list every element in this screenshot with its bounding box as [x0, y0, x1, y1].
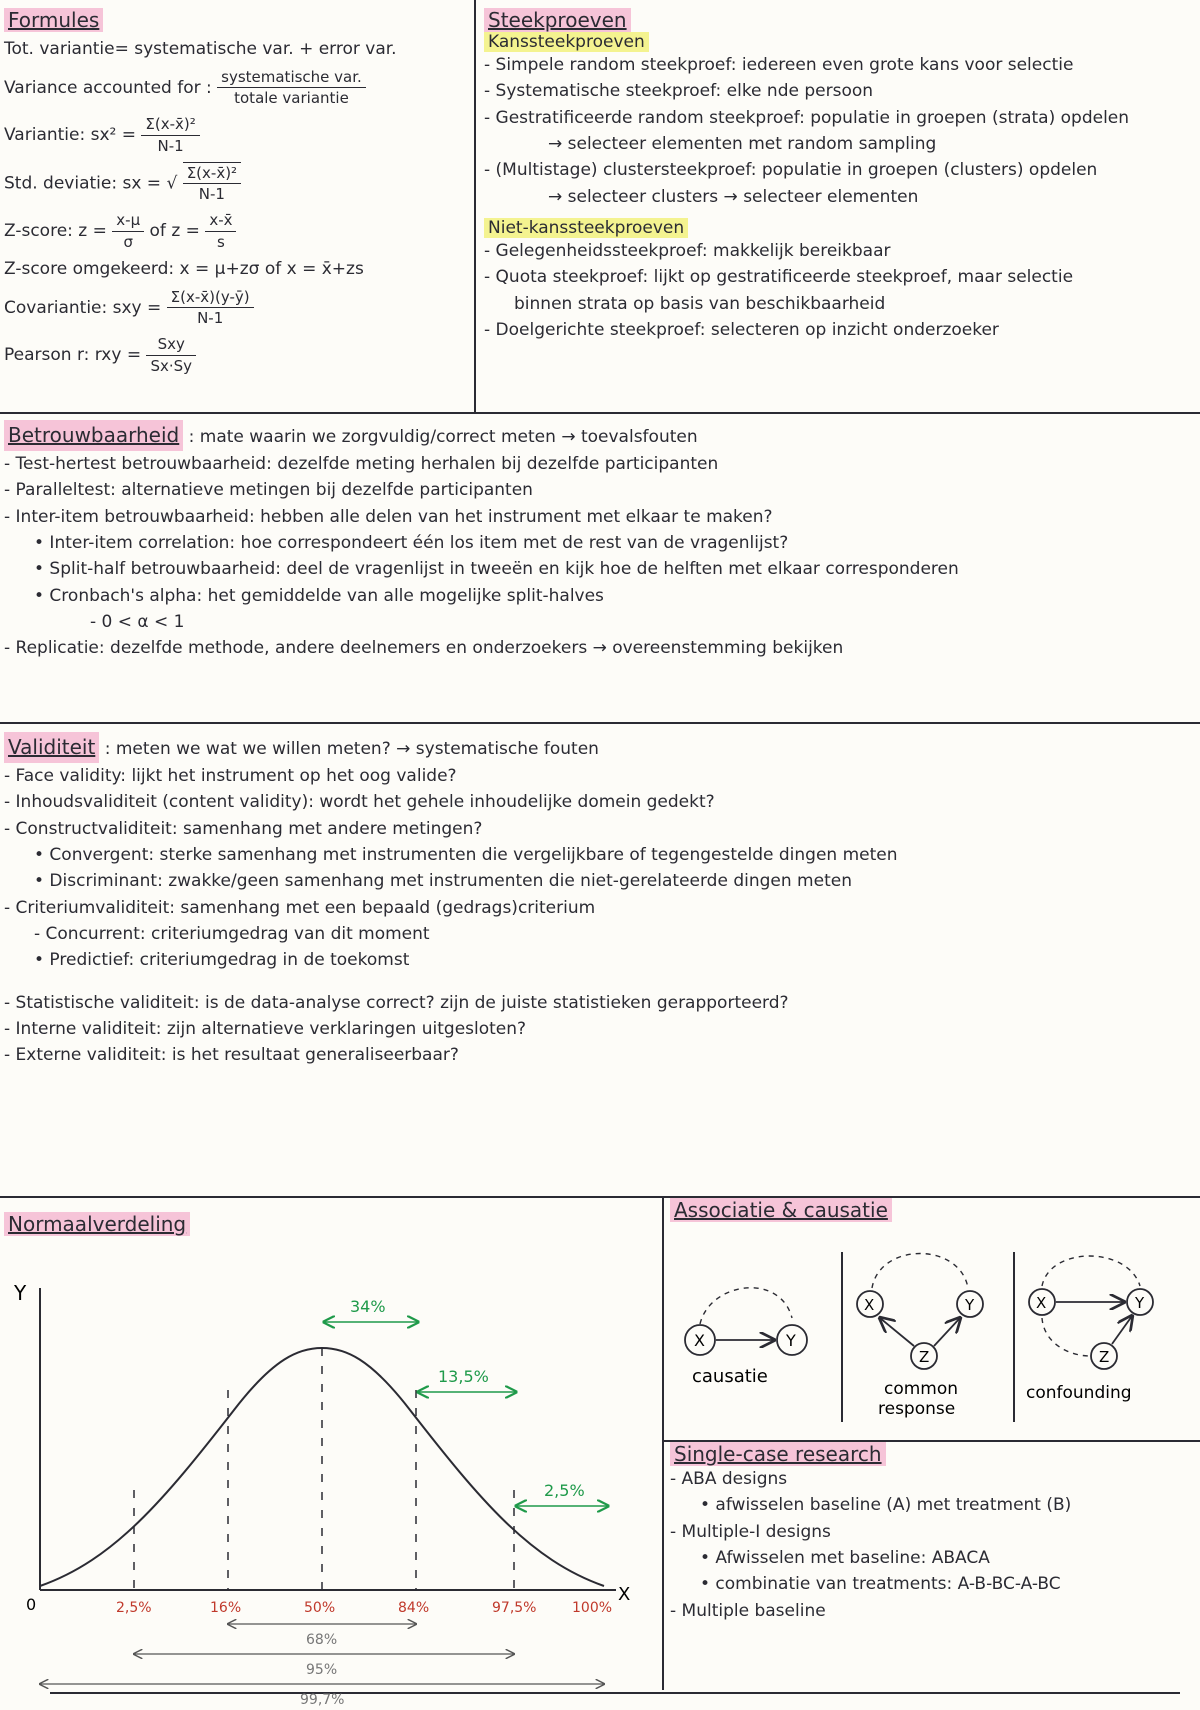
vaf-label: Variance accounted for : — [4, 77, 212, 98]
caption-common: common — [884, 1379, 959, 1399]
z-reverse-formula: Z-score omgekeerd: x = μ+zσ of x = x̄+zs — [4, 258, 364, 279]
association-causation-section — [670, 1198, 1195, 1432]
pct-label-2-5: 2,5% — [544, 1481, 585, 1500]
top-vertical-divider — [474, 0, 476, 412]
pct-label-13-5: 13,5% — [438, 1367, 489, 1386]
cov-fraction — [167, 287, 254, 329]
reliability-definition: : mate waarin we zorgvuldig/correct meten → toevalsfouten — [188, 427, 698, 447]
z-fraction-2 — [205, 210, 236, 252]
tick-label: 2,5% — [116, 1600, 152, 1616]
list-item: - Criteriumvaliditeit: samenhang met een bepaald (gedrags)criterium — [4, 897, 596, 918]
list-item: - Face validity: lijkt het instrument op het oog valide? — [4, 766, 457, 786]
pearson-fraction — [146, 334, 196, 376]
list-item: • combinatie van treatments: A-B-BC-A-BC — [700, 1574, 1061, 1595]
tick-label: 97,5% — [492, 1600, 537, 1616]
diagram-confounding — [1026, 1256, 1153, 1403]
tick-label: 100% — [572, 1600, 613, 1616]
z-label: Z-score: z = — [4, 221, 107, 242]
list-item: • Discriminant: zwakke/geen samenhang met instrumenten die niet-gerelateerde dingen meten — [34, 871, 852, 892]
node-z: Z — [1099, 1348, 1110, 1366]
list-item: - Test-hertest betrouwbaarheid: dezelfde meting herhalen bij dezelfde participanten — [4, 454, 719, 474]
variance-numerator: Σ(x-x̄)² — [141, 114, 199, 135]
z-denominator-1: σ — [123, 232, 133, 251]
variance-label: Variantie: sx² = — [4, 125, 136, 146]
diagram-common-response — [857, 1254, 983, 1420]
variance-formula — [4, 114, 474, 156]
z-score-formula — [4, 210, 474, 252]
list-item: - Systematische steekproef: elke nde persoon — [484, 81, 874, 102]
node-y: Y — [786, 1331, 796, 1350]
list-item: - Gestratificeerde random steekproef: populatie in groepen (strata) opdelen — [484, 107, 1130, 128]
node-x: X — [694, 1331, 705, 1350]
vaf-formula — [4, 67, 474, 109]
list-item: - Paralleltest: alternatieve metingen bij dezelfde participanten — [4, 480, 533, 501]
list-item: → selecteer clusters → selecteer elementen — [548, 186, 919, 207]
caption-response: response — [878, 1399, 956, 1419]
caption-causatie: causatie — [692, 1366, 768, 1387]
caption-confounding: confounding — [1026, 1383, 1132, 1403]
list-item: - Concurrent: criteriumgedrag van dit moment — [34, 924, 430, 945]
list-item: - Inhoudsvaliditeit (content validity): wordt het gehele inhoudelijke domein gedekt? — [4, 792, 715, 813]
std-formula — [4, 162, 474, 205]
normal-distribution-section — [4, 1212, 659, 1710]
validity-title: Validiteit — [4, 732, 99, 763]
list-item: - ABA designs — [670, 1469, 788, 1489]
node-z: Z — [919, 1348, 930, 1366]
assoc-title: Associatie & causatie — [670, 1198, 892, 1222]
z-denominator-2: s — [216, 232, 225, 251]
list-item: → selecteer elementen met random sampling — [548, 134, 937, 155]
singlecase-title: Single-case research — [670, 1442, 886, 1466]
std-numerator: Σ(x-x̄)² — [183, 163, 241, 184]
pct-label-95: 95% — [306, 1662, 338, 1678]
pearson-formula — [4, 334, 474, 376]
z-numerator-2: x-x̄ — [205, 210, 236, 231]
pct-label-99-7: 99,7% — [300, 1692, 345, 1708]
list-item: • Predictief: criteriumgedrag in de toekomst — [34, 950, 410, 971]
pct-label-34: 34% — [350, 1297, 386, 1316]
list-item: - Interne validiteit: zijn alternatieve verklaringen uitgesloten? — [4, 1019, 527, 1040]
cov-label: Covariantie: sxy = — [4, 297, 162, 318]
single-case-section — [670, 1442, 1195, 1624]
normal-title: Normaalverdeling — [4, 1212, 190, 1236]
z-of: of z = — [149, 221, 200, 242]
std-fraction — [183, 162, 241, 205]
list-item: - Quota steekproef: lijkt op gestratificeerde steekproef, maar selectie — [484, 267, 1074, 288]
validity-section — [4, 732, 1194, 1069]
list-item: - (Multistage) clustersteekproef: populatie in groepen (clusters) opdelen — [484, 160, 1098, 181]
list-item: - Multiple baseline — [670, 1600, 826, 1621]
list-item: • afwisselen baseline (A) met treatment (B) — [700, 1495, 1072, 1516]
nonprob-samples-title: Niet-kanssteekproeven — [484, 218, 688, 238]
node-x: X — [864, 1296, 875, 1314]
tick-label: 16% — [210, 1600, 242, 1616]
list-item: • Inter-item correlation: hoe correspondeert één los item met de rest van de vragenlijst? — [34, 533, 789, 554]
list-item: • Split-half betrouwbaarheid: deel de vragenlijst in tweeën en kijk hoe de helften met elkaar corresponderen — [34, 559, 959, 580]
list-item: • Cronbach's alpha: het gemiddelde van alle mogelijke split-halves — [34, 585, 604, 606]
node-y: Y — [1135, 1294, 1145, 1312]
list-item: - 0 < α < 1 — [90, 612, 185, 633]
list-item: - Externe validiteit: is het resultaat generaliseerbaar? — [4, 1045, 459, 1066]
reliability-title: Betrouwbaarheid — [4, 420, 183, 451]
node-y: Y — [965, 1296, 975, 1314]
z-numerator-1: x-μ — [112, 210, 144, 231]
origin-label: 0 — [26, 1595, 37, 1614]
variance-denominator: N-1 — [157, 136, 184, 155]
variance-fraction — [141, 114, 199, 156]
pearson-denominator: Sx·Sy — [150, 356, 193, 375]
z-fraction-1 — [112, 210, 144, 252]
list-item: binnen strata op basis van beschikbaarheid — [514, 293, 886, 314]
vaf-fraction — [217, 67, 366, 109]
list-item: - Doelgerichte steekproef: selecteren op inzicht onderzoeker — [484, 320, 999, 341]
pct-label-68: 68% — [306, 1632, 338, 1648]
list-item: - Multiple-I designs — [670, 1521, 831, 1542]
node-x: X — [1036, 1294, 1047, 1312]
divider-after-reliability — [0, 722, 1200, 724]
list-item: - Simpele random steekproef: iedereen even grote kans voor selectie — [484, 55, 1074, 75]
validity-definition: : meten we wat we willen meten? → systematische fouten — [104, 739, 599, 759]
pearson-label: Pearson r: rxy = — [4, 345, 142, 366]
tick-label: 84% — [398, 1600, 430, 1616]
std-label: Std. deviatie: sx = √ — [4, 173, 178, 194]
normal-distribution-diagram — [4, 1240, 654, 1710]
list-item: - Inter-item betrouwbaarheid: hebben alle delen van het instrument met elkaar te maken? — [4, 506, 773, 527]
std-denominator: N-1 — [198, 185, 225, 204]
reliability-section — [4, 420, 1194, 662]
x-axis-label: X — [618, 1584, 631, 1605]
causal-diagrams — [670, 1222, 1195, 1432]
list-item: • Convergent: sterke samenhang met instrumenten die vergelijkbare of tegengestelde dingen meten — [34, 845, 898, 866]
samples-title: Steekproeven — [484, 8, 631, 32]
list-item: - Constructvaliditeit: samenhang met andere metingen? — [4, 818, 483, 839]
list-item: - Gelegenheidssteekproef: makkelijk bereikbaar — [484, 241, 891, 262]
divider-after-formulas — [0, 412, 1200, 414]
list-item: • Afwisselen met baseline: ABACA — [700, 1548, 990, 1569]
pearson-numerator: Sxy — [146, 334, 196, 355]
tick-label: 50% — [304, 1600, 336, 1616]
vaf-numerator: systematische var. — [217, 67, 366, 88]
diagram-causatie — [685, 1288, 807, 1387]
formulas-section — [4, 8, 474, 382]
cov-numerator: Σ(x-x̄)(y-ȳ) — [167, 287, 254, 308]
vaf-denominator: totale variantie — [234, 89, 349, 108]
list-item: - Statistische validiteit: is de data-analyse correct? zijn de juiste statistieken gerapporteerd? — [4, 992, 789, 1013]
formulas-title: Formules — [4, 8, 103, 32]
list-item: - Replicatie: dezelfde methode, andere deelnemers en onderzoekers → overeenstemming bekijken — [4, 638, 844, 659]
covariance-formula — [4, 287, 474, 329]
total-variance-formula: Tot. variantie= systematische var. + error var. — [4, 39, 397, 59]
prob-samples-title: Kanssteekproeven — [484, 32, 649, 52]
samples-section — [484, 8, 1196, 343]
y-axis-label: Y — [14, 1281, 27, 1305]
cov-denominator: N-1 — [197, 309, 224, 328]
bottom-vertical-divider — [662, 1196, 664, 1690]
